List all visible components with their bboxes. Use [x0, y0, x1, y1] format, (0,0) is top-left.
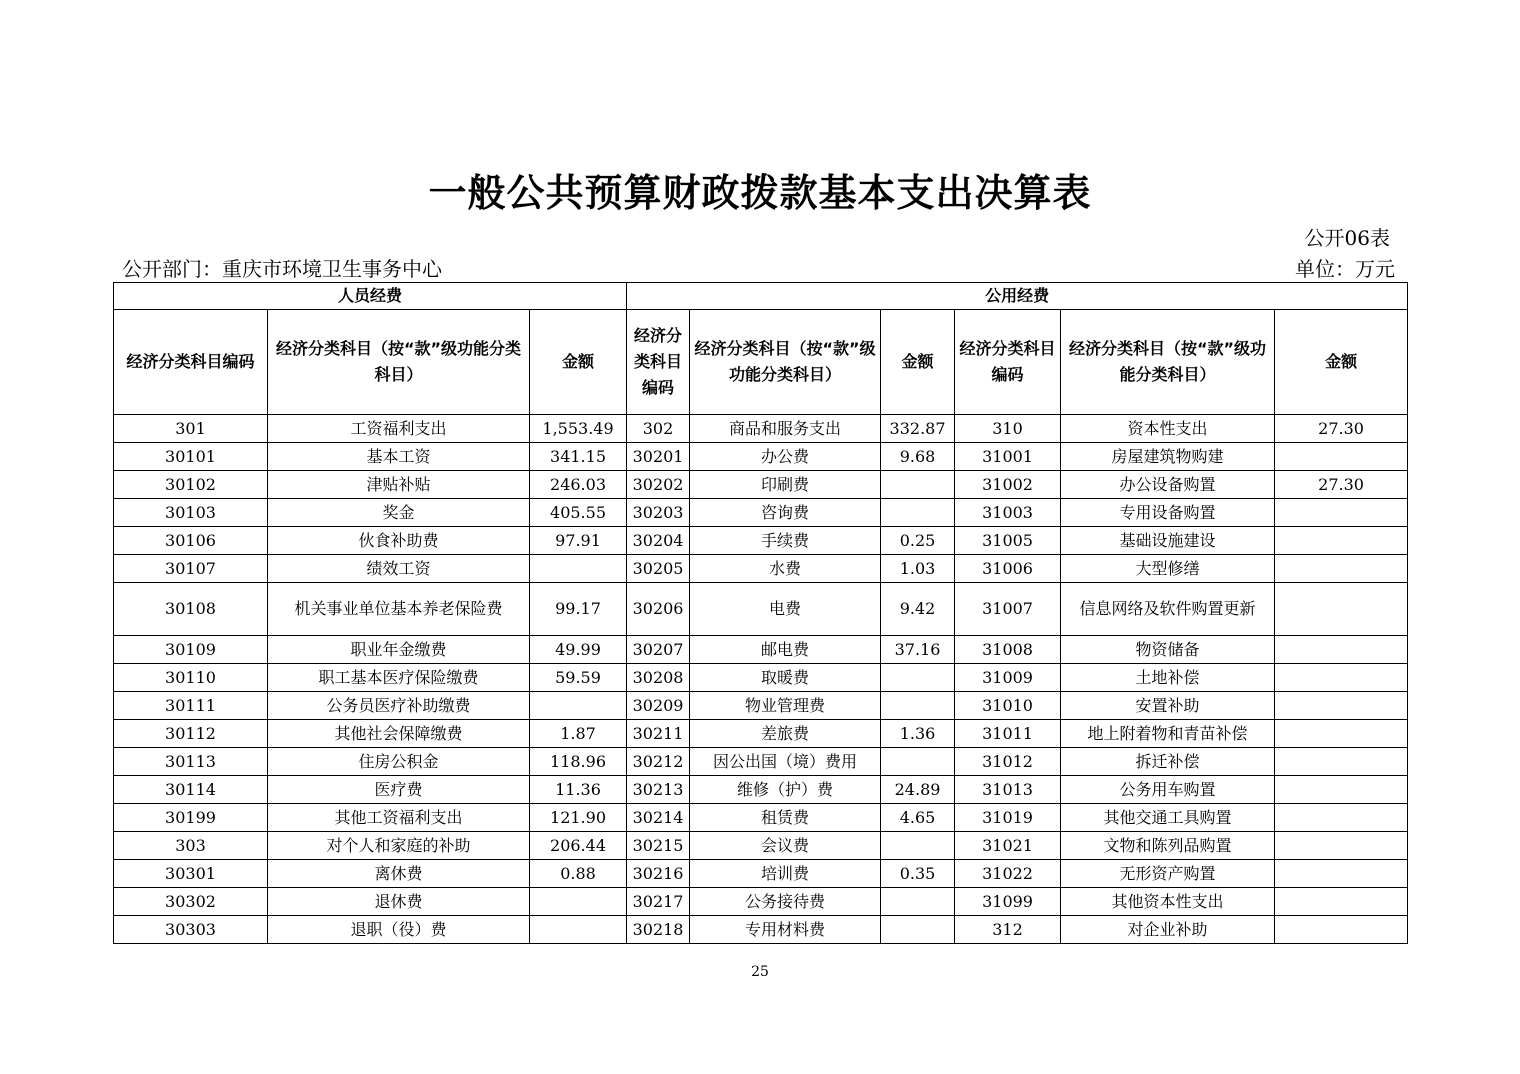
cell-goods-amount	[881, 692, 955, 720]
cell-goods-name: 电费	[690, 583, 881, 636]
cell-goods-name: 公务接待费	[690, 888, 881, 916]
cell-personnel-amount	[530, 916, 627, 944]
cell-goods-amount: 0.35	[881, 860, 955, 888]
cell-personnel-amount: 121.90	[530, 804, 627, 832]
cell-capital-amount: 27.30	[1275, 471, 1408, 499]
cell-capital-code: 312	[955, 916, 1061, 944]
cell-goods-code: 30211	[627, 720, 690, 748]
cell-personnel-amount: 49.99	[530, 636, 627, 664]
cell-capital-amount	[1275, 555, 1408, 583]
cell-personnel-name: 对个人和家庭的补助	[268, 832, 530, 860]
cell-goods-amount	[881, 471, 955, 499]
page-number: 25	[751, 964, 769, 980]
table-row	[114, 832, 1408, 860]
cell-personnel-name: 公务员医疗补助缴费	[268, 692, 530, 720]
cell-goods-amount	[881, 664, 955, 692]
cell-goods-amount: 332.87	[881, 415, 955, 443]
cell-personnel-code: 30108	[114, 583, 268, 636]
table-row	[114, 720, 1408, 748]
cell-capital-code: 31019	[955, 804, 1061, 832]
cell-goods-name: 水费	[690, 555, 881, 583]
table-row	[114, 860, 1408, 888]
cell-capital-code: 310	[955, 415, 1061, 443]
cell-capital-name: 对企业补助	[1061, 916, 1275, 944]
cell-personnel-code: 30113	[114, 748, 268, 776]
cell-capital-name: 文物和陈列品购置	[1061, 832, 1275, 860]
cell-goods-code: 30212	[627, 748, 690, 776]
cell-personnel-code: 30101	[114, 443, 268, 471]
cell-goods-amount	[881, 748, 955, 776]
cell-goods-name: 咨询费	[690, 499, 881, 527]
cell-capital-name: 安置补助	[1061, 692, 1275, 720]
cell-goods-name: 因公出国（境）费用	[690, 748, 881, 776]
cell-goods-amount: 24.89	[881, 776, 955, 804]
cell-goods-code: 30209	[627, 692, 690, 720]
cell-goods-code: 30217	[627, 888, 690, 916]
cell-capital-name: 物资储备	[1061, 636, 1275, 664]
col-header-capital-amount: 金额	[1275, 310, 1408, 415]
cell-goods-name: 办公费	[690, 443, 881, 471]
table-row	[114, 748, 1408, 776]
cell-goods-name: 商品和服务支出	[690, 415, 881, 443]
cell-personnel-name: 绩效工资	[268, 555, 530, 583]
cell-goods-name: 专用材料费	[690, 916, 881, 944]
cell-personnel-code: 30107	[114, 555, 268, 583]
table-row	[114, 692, 1408, 720]
cell-capital-amount: 27.30	[1275, 415, 1408, 443]
cell-capital-amount	[1275, 916, 1408, 944]
cell-capital-code: 31003	[955, 499, 1061, 527]
table-row	[114, 499, 1408, 527]
cell-personnel-name: 医疗费	[268, 776, 530, 804]
cell-personnel-amount: 99.17	[530, 583, 627, 636]
table-row	[114, 527, 1408, 555]
cell-goods-amount	[881, 832, 955, 860]
cell-personnel-amount	[530, 555, 627, 583]
col-header-goods-name: 经济分类科目（按“款”级功能分类科目）	[690, 310, 881, 415]
cell-personnel-code: 30110	[114, 664, 268, 692]
table-row	[114, 776, 1408, 804]
cell-personnel-amount: 11.36	[530, 776, 627, 804]
cell-goods-name: 物业管理费	[690, 692, 881, 720]
cell-goods-amount: 37.16	[881, 636, 955, 664]
cell-personnel-amount: 246.03	[530, 471, 627, 499]
cell-goods-amount: 9.68	[881, 443, 955, 471]
cell-capital-name: 房屋建筑物购建	[1061, 443, 1275, 471]
cell-goods-code: 30213	[627, 776, 690, 804]
cell-personnel-amount: 1.87	[530, 720, 627, 748]
table-row	[114, 555, 1408, 583]
cell-personnel-code: 30303	[114, 916, 268, 944]
cell-capital-code: 31010	[955, 692, 1061, 720]
cell-goods-code: 302	[627, 415, 690, 443]
cell-goods-code: 30214	[627, 804, 690, 832]
group-header-public: 公用经费	[627, 283, 1408, 310]
table-body	[114, 415, 1408, 944]
cell-capital-code: 31008	[955, 636, 1061, 664]
cell-personnel-code: 30112	[114, 720, 268, 748]
cell-goods-code: 30218	[627, 916, 690, 944]
cell-capital-name: 其他交通工具购置	[1061, 804, 1275, 832]
cell-personnel-name: 住房公积金	[268, 748, 530, 776]
cell-capital-code: 31011	[955, 720, 1061, 748]
cell-capital-amount	[1275, 720, 1408, 748]
table-row	[114, 636, 1408, 664]
cell-goods-amount	[881, 916, 955, 944]
cell-personnel-code: 30111	[114, 692, 268, 720]
cell-capital-code: 31001	[955, 443, 1061, 471]
cell-capital-amount	[1275, 443, 1408, 471]
cell-capital-name: 地上附着物和青苗补偿	[1061, 720, 1275, 748]
cell-capital-code: 31012	[955, 748, 1061, 776]
table-row	[114, 471, 1408, 499]
cell-personnel-amount: 206.44	[530, 832, 627, 860]
cell-personnel-amount: 118.96	[530, 748, 627, 776]
cell-goods-code: 30216	[627, 860, 690, 888]
cell-personnel-name: 奖金	[268, 499, 530, 527]
cell-personnel-amount: 0.88	[530, 860, 627, 888]
cell-personnel-name: 伙食补助费	[268, 527, 530, 555]
cell-capital-name: 其他资本性支出	[1061, 888, 1275, 916]
cell-capital-amount	[1275, 692, 1408, 720]
cell-goods-name: 取暖费	[690, 664, 881, 692]
col-header-personnel-name: 经济分类科目（按“款”级功能分类科目）	[268, 310, 530, 415]
cell-personnel-code: 30103	[114, 499, 268, 527]
cell-capital-code: 31006	[955, 555, 1061, 583]
cell-goods-name: 印刷费	[690, 471, 881, 499]
cell-personnel-amount	[530, 888, 627, 916]
unit-label: 单位：万元	[1295, 257, 1395, 281]
cell-capital-code: 31005	[955, 527, 1061, 555]
cell-capital-code: 31021	[955, 832, 1061, 860]
cell-personnel-name: 基本工资	[268, 443, 530, 471]
cell-personnel-code: 303	[114, 832, 268, 860]
table-row	[114, 888, 1408, 916]
cell-personnel-amount	[530, 692, 627, 720]
cell-goods-amount: 4.65	[881, 804, 955, 832]
cell-capital-code: 31099	[955, 888, 1061, 916]
cell-capital-code: 31002	[955, 471, 1061, 499]
cell-capital-name: 基础设施建设	[1061, 527, 1275, 555]
cell-capital-amount	[1275, 776, 1408, 804]
page-title: 一般公共预算财政拨款基本支出决算表	[428, 171, 1092, 215]
cell-personnel-amount: 341.15	[530, 443, 627, 471]
col-header-personnel-code: 经济分类科目编码	[114, 310, 268, 415]
cell-personnel-code: 30114	[114, 776, 268, 804]
cell-capital-amount	[1275, 804, 1408, 832]
cell-goods-code: 30206	[627, 583, 690, 636]
cell-personnel-code: 30102	[114, 471, 268, 499]
cell-goods-name: 会议费	[690, 832, 881, 860]
cell-capital-name: 公务用车购置	[1061, 776, 1275, 804]
col-header-capital-name: 经济分类科目（按“款”级功能分类科目）	[1061, 310, 1275, 415]
cell-capital-code: 31009	[955, 664, 1061, 692]
cell-goods-name: 手续费	[690, 527, 881, 555]
cell-personnel-code: 30302	[114, 888, 268, 916]
group-header-personnel: 人员经费	[114, 283, 627, 310]
cell-capital-name: 无形资产购置	[1061, 860, 1275, 888]
cell-personnel-name: 工资福利支出	[268, 415, 530, 443]
cell-goods-name: 维修（护）费	[690, 776, 881, 804]
cell-capital-amount	[1275, 664, 1408, 692]
cell-goods-name: 差旅费	[690, 720, 881, 748]
table-row	[114, 916, 1408, 944]
cell-personnel-name: 退休费	[268, 888, 530, 916]
cell-capital-code: 31007	[955, 583, 1061, 636]
cell-goods-code: 30203	[627, 499, 690, 527]
table-number: 公开06表	[1304, 226, 1390, 250]
cell-goods-code: 30205	[627, 555, 690, 583]
cell-capital-name: 土地补偿	[1061, 664, 1275, 692]
cell-capital-code: 31013	[955, 776, 1061, 804]
cell-personnel-name: 其他工资福利支出	[268, 804, 530, 832]
cell-capital-name: 资本性支出	[1061, 415, 1275, 443]
cell-goods-amount	[881, 499, 955, 527]
cell-capital-amount	[1275, 527, 1408, 555]
cell-goods-code: 30201	[627, 443, 690, 471]
cell-goods-code: 30202	[627, 471, 690, 499]
cell-capital-name: 信息网络及软件购置更新	[1061, 583, 1275, 636]
cell-goods-code: 30207	[627, 636, 690, 664]
cell-personnel-code: 30106	[114, 527, 268, 555]
cell-capital-amount	[1275, 499, 1408, 527]
cell-capital-name: 办公设备购置	[1061, 471, 1275, 499]
cell-personnel-name: 职工基本医疗保险缴费	[268, 664, 530, 692]
cell-personnel-amount: 1,553.49	[530, 415, 627, 443]
cell-personnel-amount: 97.91	[530, 527, 627, 555]
table-row	[114, 664, 1408, 692]
cell-goods-amount: 0.25	[881, 527, 955, 555]
cell-capital-amount	[1275, 888, 1408, 916]
col-header-capital-code: 经济分类科目编码	[955, 310, 1061, 415]
cell-personnel-code: 301	[114, 415, 268, 443]
table-row	[114, 443, 1408, 471]
cell-goods-amount: 9.42	[881, 583, 955, 636]
expenditure-table	[113, 282, 1408, 944]
table-row	[114, 415, 1408, 443]
cell-goods-name: 邮电费	[690, 636, 881, 664]
cell-capital-name: 大型修缮	[1061, 555, 1275, 583]
cell-personnel-name: 机关事业单位基本养老保险费	[268, 583, 530, 636]
cell-personnel-name: 离休费	[268, 860, 530, 888]
col-header-goods-code: 经济分类科目编码	[627, 310, 690, 415]
cell-personnel-amount: 405.55	[530, 499, 627, 527]
cell-personnel-code: 30301	[114, 860, 268, 888]
cell-capital-name: 专用设备购置	[1061, 499, 1275, 527]
table-row	[114, 583, 1408, 636]
cell-personnel-code: 30109	[114, 636, 268, 664]
cell-capital-amount	[1275, 748, 1408, 776]
cell-goods-name: 租赁费	[690, 804, 881, 832]
cell-goods-name: 培训费	[690, 860, 881, 888]
col-header-goods-amount: 金额	[881, 310, 955, 415]
cell-personnel-name: 退职（役）费	[268, 916, 530, 944]
department-label: 公开部门：重庆市环境卫生事务中心	[122, 257, 442, 281]
cell-personnel-amount: 59.59	[530, 664, 627, 692]
table-row	[114, 804, 1408, 832]
cell-goods-amount	[881, 888, 955, 916]
col-header-personnel-amount: 金额	[530, 310, 627, 415]
cell-capital-name: 拆迁补偿	[1061, 748, 1275, 776]
cell-capital-amount	[1275, 583, 1408, 636]
cell-goods-code: 30204	[627, 527, 690, 555]
cell-personnel-name: 职业年金缴费	[268, 636, 530, 664]
cell-capital-code: 31022	[955, 860, 1061, 888]
cell-goods-amount: 1.36	[881, 720, 955, 748]
cell-personnel-name: 津贴补贴	[268, 471, 530, 499]
cell-capital-amount	[1275, 636, 1408, 664]
cell-capital-amount	[1275, 860, 1408, 888]
cell-personnel-code: 30199	[114, 804, 268, 832]
cell-capital-amount	[1275, 832, 1408, 860]
cell-goods-amount: 1.03	[881, 555, 955, 583]
cell-goods-code: 30215	[627, 832, 690, 860]
cell-personnel-name: 其他社会保障缴费	[268, 720, 530, 748]
cell-goods-code: 30208	[627, 664, 690, 692]
